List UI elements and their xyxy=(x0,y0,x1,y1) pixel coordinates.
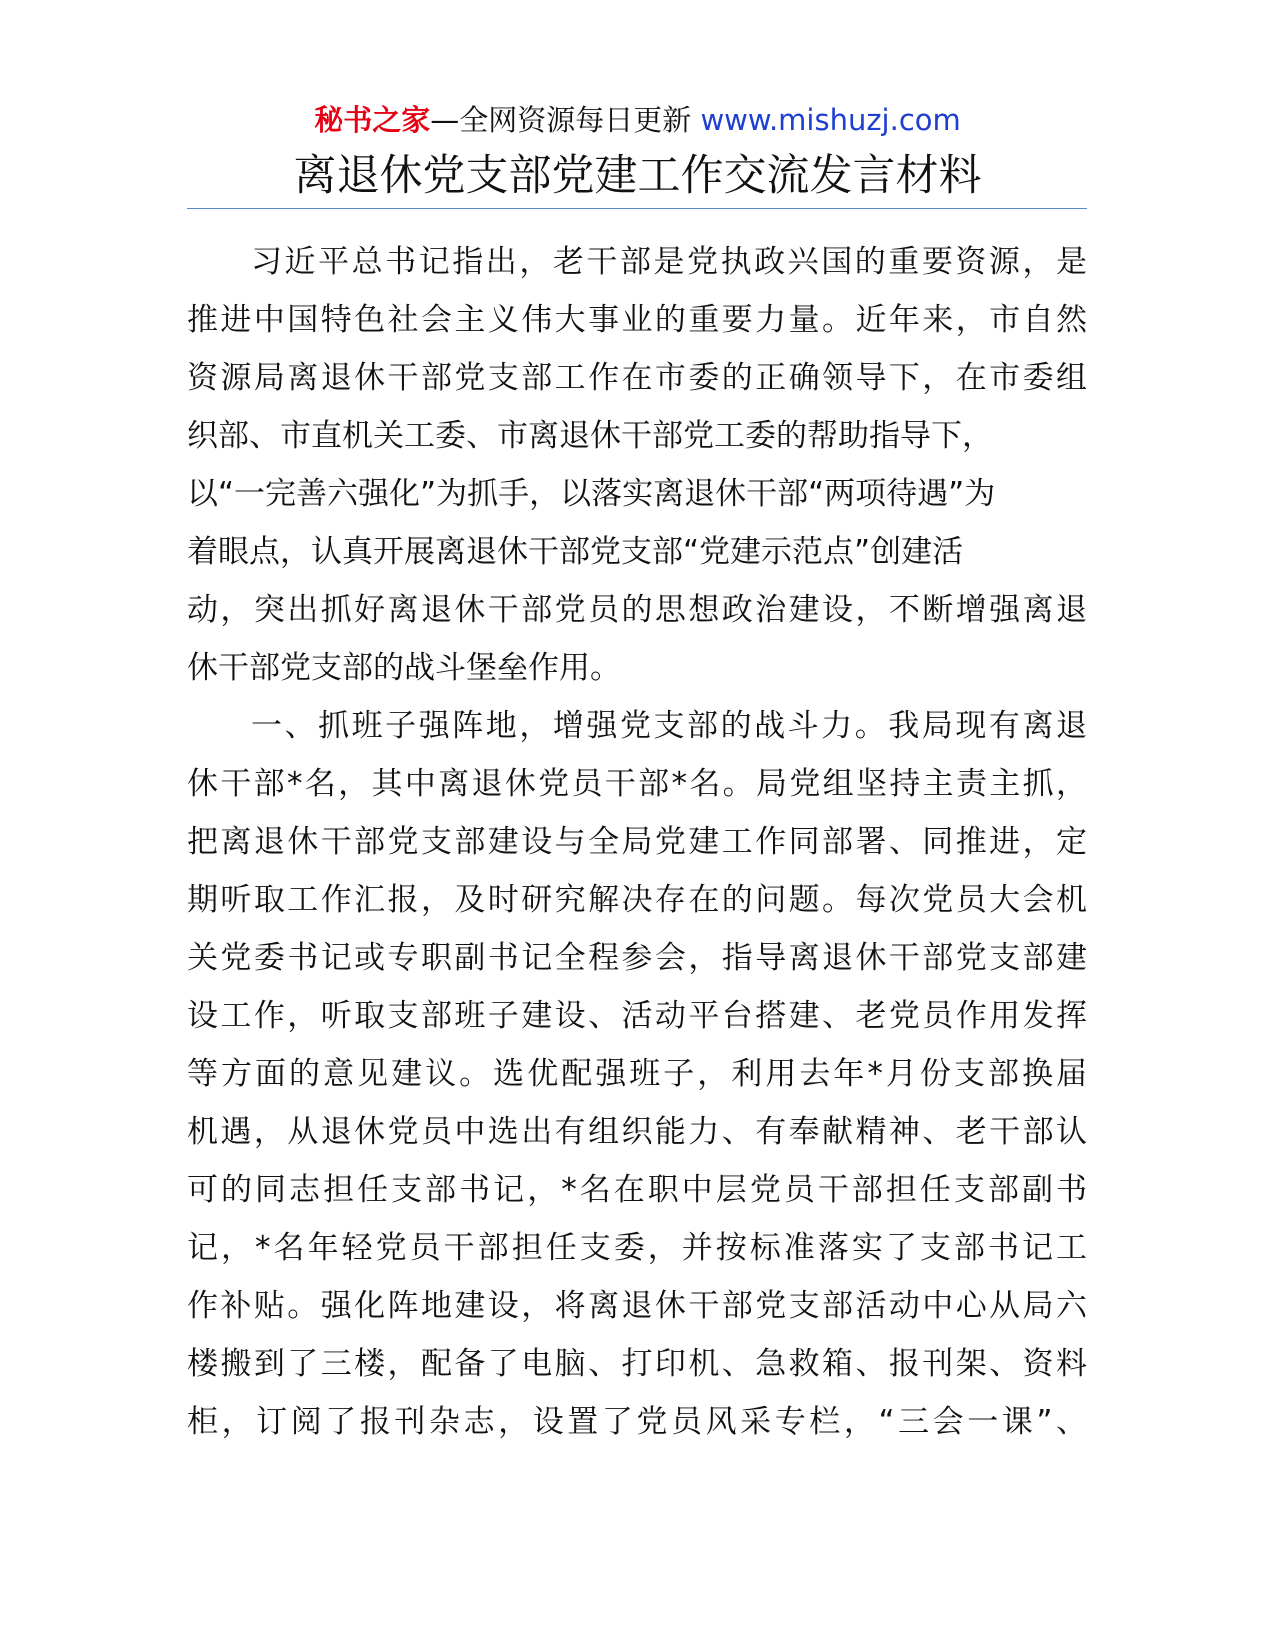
site-url-link[interactable]: www.mishuzj.com xyxy=(700,103,961,137)
body-line: 休干部党支部的战斗堡垒作用。 xyxy=(187,650,621,686)
body-line: 柜，订阅了报刊杂志，设置了党员风采专栏，“三会一课”、 xyxy=(187,1404,1087,1440)
body-line: 织部、市直机关工委、市离退休干部党工委的帮助指导下， xyxy=(187,418,993,454)
body-line: 习近平总书记指出，老干部是党执政兴国的重要资源，是 xyxy=(251,244,1087,280)
body-line: 期听取工作汇报，及时研究解决存在的问题。每次党员大会机 xyxy=(187,882,1087,918)
body-line: 作补贴。强化阵地建设，将离退休干部党支部活动中心从局六 xyxy=(187,1288,1087,1324)
body-line: 动，突出抓好离退休干部党员的思想政治建设，不断增强离退 xyxy=(187,592,1087,628)
body-line: 关党委书记或专职副书记全程参会，指导离退休干部党支部建 xyxy=(187,940,1087,976)
body-line: 休干部*名，其中离退休党员干部*名。局党组坚持主责主抓， xyxy=(187,766,1087,802)
body-line: 资源局离退休干部党支部工作在市委的正确领导下，在市委组 xyxy=(187,360,1087,396)
site-brand: 秘书之家 xyxy=(314,103,431,137)
body-line: 把离退休干部党支部建设与全局党建工作同部署、同推进，定 xyxy=(187,824,1087,860)
body-line: 一、抓班子强阵地，增强党支部的战斗力。我局现有离退 xyxy=(251,708,1087,744)
site-tagline: —全网资源每日更新 xyxy=(430,103,692,137)
body-line: 推进中国特色社会主义伟大事业的重要力量。近年来，市自然 xyxy=(187,302,1087,338)
body-line: 以“一完善六强化”为抓手，以落实离退休干部“两项待遇”为 xyxy=(187,476,996,512)
document-title: 离退休党支部党建工作交流发言材料 xyxy=(293,151,982,201)
body-line: 记，*名年轻党员干部担任支委，并按标准落实了支部书记工 xyxy=(187,1230,1087,1266)
title-divider xyxy=(187,208,1087,209)
body-line: 设工作，听取支部班子建设、活动平台搭建、老党员作用发挥 xyxy=(187,998,1087,1034)
body-line: 机遇，从退休党员中选出有组织能力、有奉献精神、老干部认 xyxy=(187,1114,1087,1150)
body-line: 等方面的意见建议。选优配强班子，利用去年*月份支部换届 xyxy=(187,1056,1087,1092)
document-body xyxy=(187,233,1087,1451)
body-line: 楼搬到了三楼，配备了电脑、打印机、急救箱、报刊架、资料 xyxy=(187,1346,1087,1382)
body-line: 可的同志担任支部书记，*名在职中层党员干部担任支部副书 xyxy=(187,1172,1087,1208)
site-header xyxy=(0,100,1275,140)
body-line: 着眼点，认真开展离退休干部党支部“党建示范点”创建活 xyxy=(187,534,964,570)
